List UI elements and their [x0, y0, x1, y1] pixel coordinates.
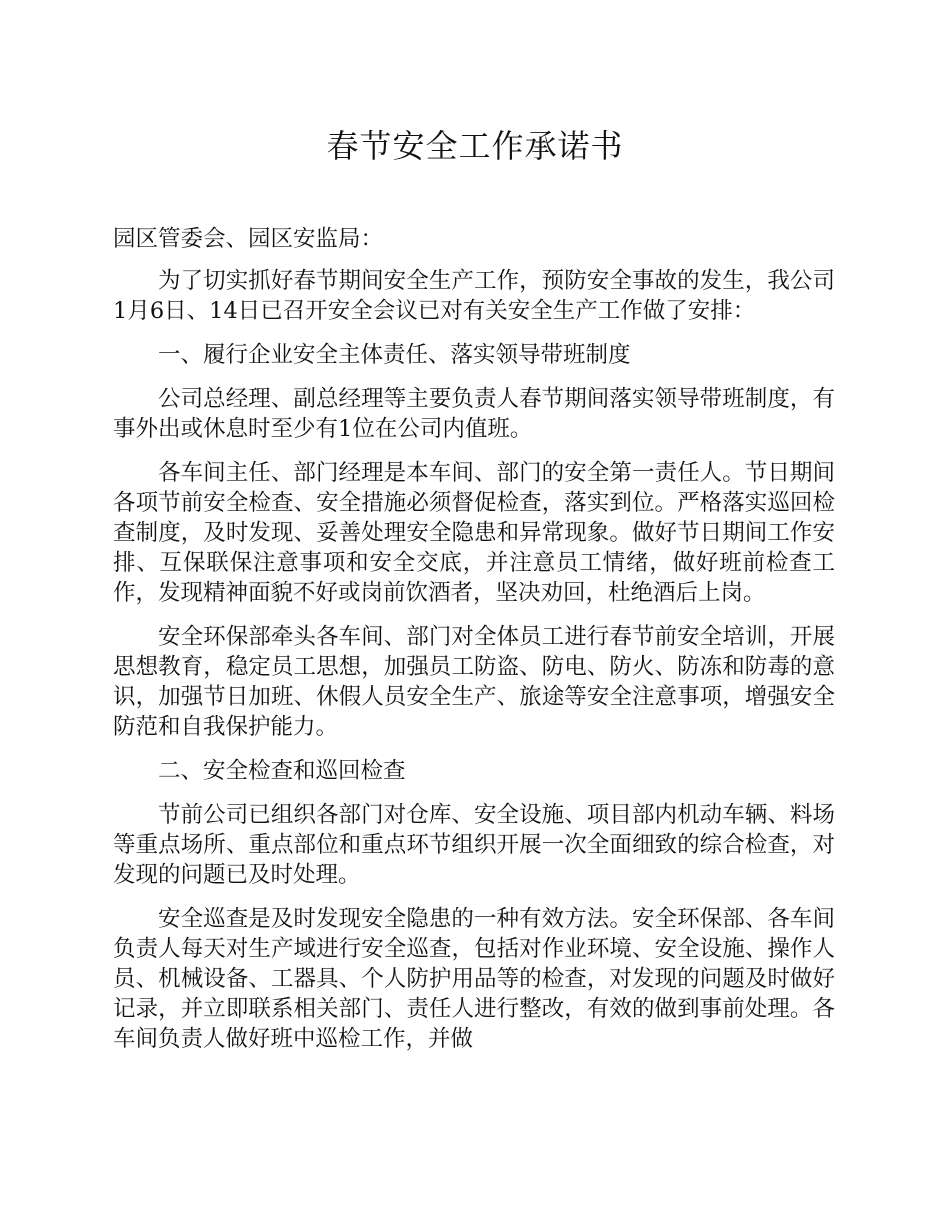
paragraph: 安全环保部牵头各车间、部门对全体员工进行春节前安全培训，开展思想教育，稳定员工思想，加强员工防盗、防电、防火、防冻和防毒的意识，加强节日加班、休假人员安全生产、旅途等安全注意事项，增强安全防范和自我保护能力。: [113, 624, 835, 740]
section-heading-1: 一、履行企业安全主体责任、落实领导带班制度: [158, 342, 631, 368]
salutation: 园区管委会、园区安监局：: [113, 226, 384, 252]
paragraph: 安全巡查是及时发现安全隐患的一种有效方法。安全环保部、各车间负责人每天对生产域进行安全巡查，包括对作业环境、安全设施、操作人员、机械设备、工器具、个人防护用品等的检查，对发现的问题及时做好记录，并立即联系相关部门、责任人进行整改，有效的做到事前处理。各车间负责人做好班中巡检工作，并做: [113, 906, 835, 1052]
section-heading-2: 二、安全检查和巡回检查: [158, 758, 406, 784]
paragraph: 节前公司已组织各部门对仓库、安全设施、项目部内机动车辆、料场等重点场所、重点部位和重点环节组织开展一次全面细致的综合检查，对发现的问题已及时处理。: [113, 802, 835, 888]
document-body: [113, 224, 835, 1068]
document-title: 春节安全工作承诺书: [326, 127, 624, 165]
paragraph: 公司总经理、副总经理等主要负责人春节期间落实领导带班制度，有事外出或休息时至少有1位在公司内值班。: [113, 386, 835, 442]
paragraph-intro: 为了切实抓好春节期间安全生产工作，预防安全事故的发生，我公司1月6日、14日已召开安全会议已对有关安全生产工作做了安排：: [113, 268, 835, 324]
paragraph: 各车间主任、部门经理是本车间、部门的安全第一责任人。节日期间各项节前安全检查、安全措施必须督促检查，落实到位。严格落实巡回检查制度，及时发现、妥善处理安全隐患和异常现象。做好节日期间工作安排、互保联保注意事项和安全交底，并注意员工情绪，做好班前检查工作，发现精神面貌不好或岗前饮酒者，坚决劝回，杜绝酒后上岗。: [113, 460, 835, 606]
